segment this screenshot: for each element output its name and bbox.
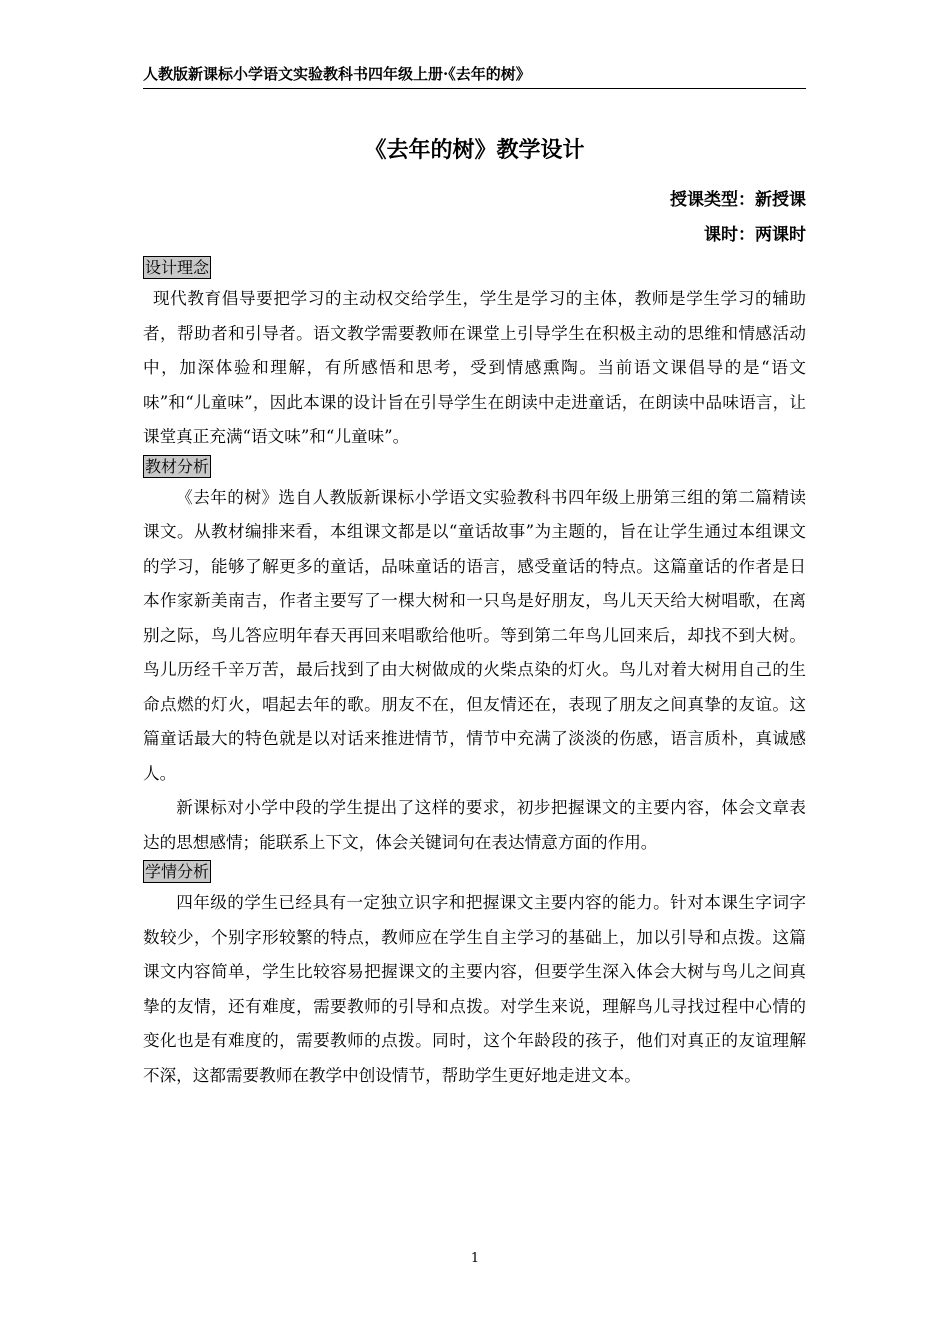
section-heading-student-analysis: 学情分析 — [145, 862, 210, 881]
document-body — [143, 256, 806, 1093]
lesson-hours: 课时：两课时 — [704, 225, 806, 245]
paragraph: 现代教育倡导要把学习的主动权交给学生，学生是学习的主体，教师是学生学习的辅助者，帮助者和引导者。语文教学需要教师在课堂上引导学生在积极主动的思维和情感活动中，加深体验和理解，有所感悟和思考，受到情感熏陶。当前语文课倡导的是“语文味”和“儿童味”，因此本课的设计旨在引导学生在朗读中走进童话，在朗读中品味语言，让课堂真正充满“语文味”和“儿童味”。 — [143, 289, 806, 446]
section-heading-row — [143, 256, 806, 282]
running-header: 人教版新课标小学语文实验教科书四年级上册·《去年的树》 — [143, 64, 806, 89]
lesson-type: 授课类型：新授课 — [670, 190, 806, 210]
paragraph: 新课标对小学中段的学生提出了这样的要求，初步把握课文的主要内容，体会文章表达的思想感情；能联系上下文，体会关键词句在表达情意方面的作用。 — [143, 798, 806, 852]
section-heading-row — [143, 455, 806, 481]
section-heading-textbook-analysis: 教材分析 — [145, 456, 210, 476]
page-number: 1 — [470, 1251, 480, 1266]
section-heading-row — [143, 860, 806, 886]
document-title: 《去年的树》教学设计 — [364, 137, 585, 163]
paragraph: 四年级的学生已经具有一定独立识字和把握课文主要内容的能力。针对本课生字词字数较少，个别字形较繁的特点，教师应在学生自主学习的基础上，加以引导和点拨。这篇课文内容简单，学生比较容易把握课文的主要内容，但要学生深入体会大树与鸟儿之间真挚的友情，还有难度，需要教师的引导和点拨。对学生来说，理解鸟儿寻找过程中心情的变化也是有难度的，需要教师的点拨。同时，这个年龄段的孩子，他们对真正的友谊理解不深，这都需要教师在教学中创设情节，帮助学生更好地走进文本。 — [143, 893, 806, 1085]
section-heading-design-concept: 设计理念 — [145, 258, 210, 277]
paragraph: 《去年的树》选自人教版新课标小学语文实验教科书四年级上册第三组的第二篇精读课文。从教材编排来看，本组课文都是以“童话故事”为主题的，旨在让学生通过本组课文的学习，能够了解更多的童话，品味童话的语言，感受童话的特点。这篇童话的作者是日本作家新美南吉，作者主要写了一棵大树和一只鸟是好朋友，鸟儿天天给大树唱歌，在离别之际，鸟儿答应明年春天再回来唱歌给他听。等到第二年鸟儿回来后，却找不到大树。鸟儿历经千辛万苦，最后找到了由大树做成的火柴点染的灯火。鸟儿对着大树用自己的生命点燃的灯火，唱起去年的歌。朋友不在，但友情还在，表现了朋友之间真挚的友谊。这篇童话最大的特色就是以对话来推进情节，情节中充满了淡淡的伤感，语言质朴，真诚感人。 — [143, 487, 806, 783]
